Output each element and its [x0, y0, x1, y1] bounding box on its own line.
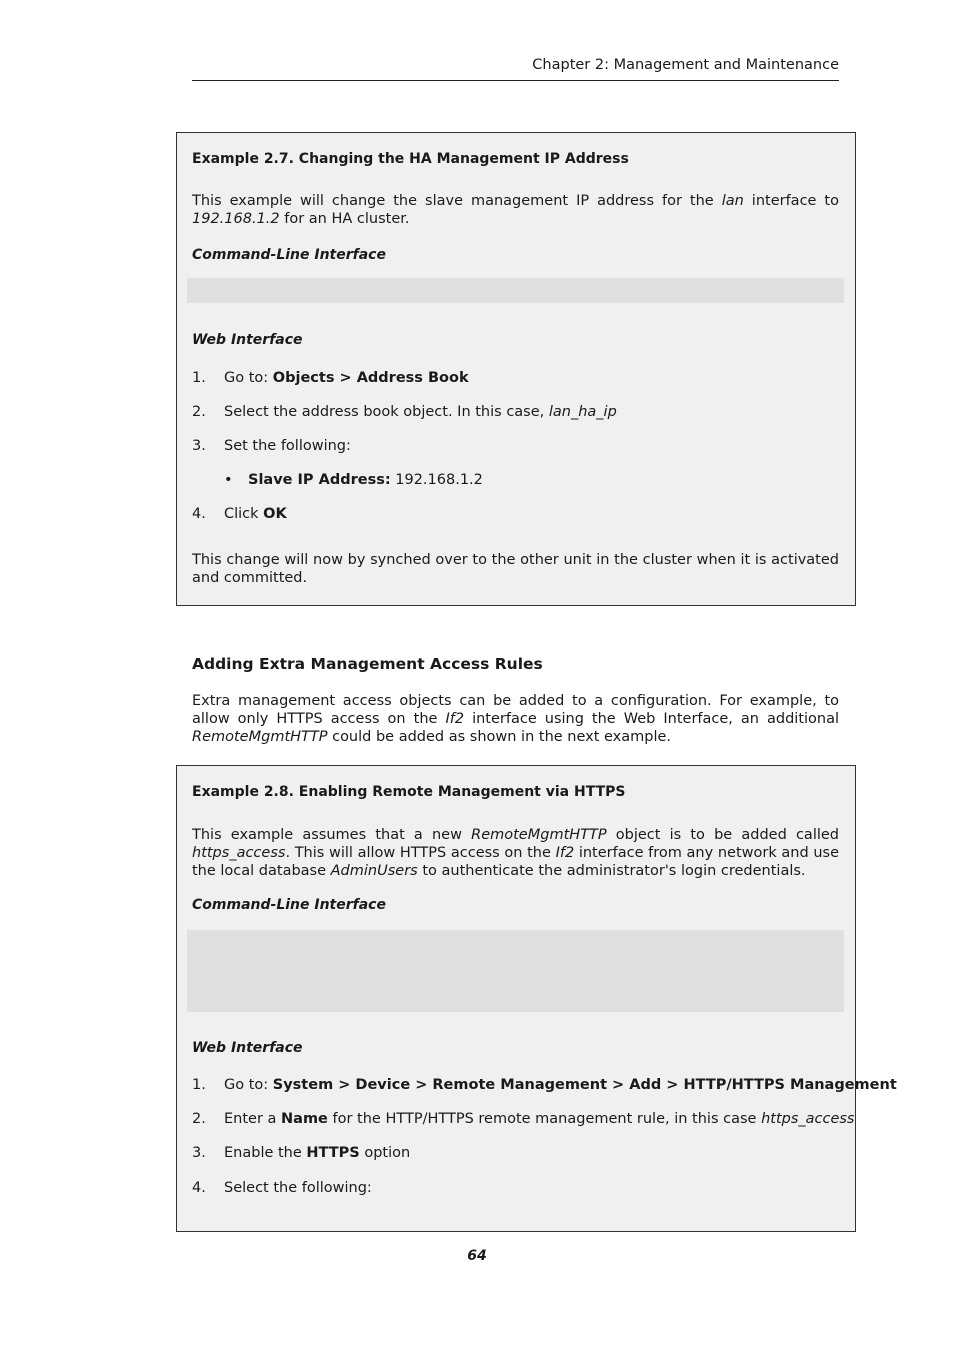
cli-code-block — [187, 930, 844, 1012]
step-number: 3. — [192, 438, 206, 454]
section-title: Adding Extra Management Access Rules — [192, 655, 543, 673]
running-header: Chapter 2: Management and Maintenance — [532, 57, 839, 73]
bullet-icon: • — [224, 472, 233, 488]
step-text: Select the following: — [224, 1180, 372, 1196]
step-number: 4. — [192, 506, 206, 522]
example-closing: This change will now by synched over to the other unit in the cluster when it is activated and committed. — [192, 552, 839, 586]
step-text: Click OK — [224, 506, 287, 522]
cli-heading: Command-Line Interface — [192, 247, 386, 263]
example-intro: This example will change the slave management IP address for the lan interface to 192.168.1.2 for an HA cluster. — [192, 193, 839, 227]
step-text: Enable the HTTPS option — [224, 1145, 411, 1161]
step-number: 4. — [192, 1180, 206, 1196]
step-text: Enter a Name for the HTTP/HTTPS remote management rule, in this case https_access — [224, 1111, 855, 1127]
step-number: 2. — [192, 1111, 206, 1127]
web-interface-heading: Web Interface — [192, 332, 303, 348]
step-text: Select the address book object. In this case, lan_ha_ip — [224, 404, 617, 420]
header-divider — [192, 80, 839, 81]
cli-heading: Command-Line Interface — [192, 897, 386, 913]
step-number: 1. — [192, 370, 206, 386]
bullet-text: Slave IP Address: 192.168.1.2 — [248, 472, 483, 488]
example-box-2-8 — [176, 765, 897, 1232]
example-title: Example 2.7. Changing the HA Management IP Address — [192, 151, 629, 167]
section-paragraph: Extra management access objects can be added to a configuration. For example, to allow only HTTPS access on the If2 interface using the Web Interface, an additional RemoteMgmtHTTP could be added as shown in the next example. — [192, 693, 840, 745]
step-text: Go to: System > Device > Remote Management > Add > HTTP/HTTPS Management — [224, 1077, 897, 1093]
step-number: 2. — [192, 404, 206, 420]
step-number: 1. — [192, 1077, 206, 1093]
page-number: 64 — [467, 1248, 487, 1264]
example-box-2-7 — [176, 132, 856, 606]
example-intro: This example assumes that a new RemoteMgmtHTTP object is to be added called https_access. This will allow HTTPS access on the If2 interface from any network and use the local database AdminUsers to authenticate the administrator's login credentials. — [192, 827, 839, 879]
step-text: Set the following: — [224, 438, 351, 454]
cli-code-block — [187, 278, 844, 303]
web-interface-heading: Web Interface — [192, 1040, 303, 1056]
step-number: 3. — [192, 1145, 206, 1161]
step-text: Go to: Objects > Address Book — [224, 370, 469, 386]
example-title: Example 2.8. Enabling Remote Management via HTTPS — [192, 784, 626, 800]
